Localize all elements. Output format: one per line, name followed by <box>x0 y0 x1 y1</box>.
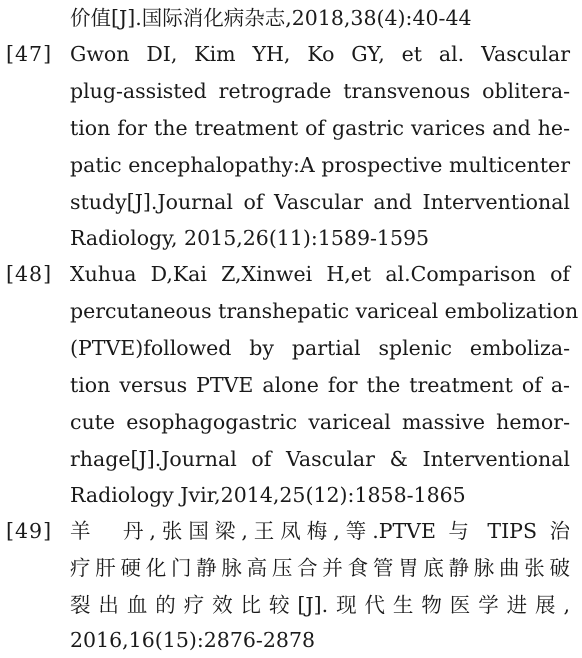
reference-number: [47] <box>6 42 53 66</box>
reference-line: patic encephalopathy:A prospective multicenter <box>70 153 570 177</box>
reference-line: percutaneous transhepatic variceal embolization <box>70 299 579 323</box>
reference-line: study[J].Journal of Vascular and Interventional <box>70 190 570 214</box>
reference-line: tion versus PTVE alone for the treatment of a- <box>70 373 570 397</box>
reference-line: rhage[J].Journal of Vascular & Interventional <box>70 447 570 471</box>
reference-line: 2016,16(15):2876-2878 <box>70 628 316 652</box>
reference-number: [49] <box>6 519 53 543</box>
reference-line: Xuhua D,Kai Z,Xinwei H,et al.Comparison of <box>70 262 570 286</box>
reference-line: 疗肝硬化门静脉高压合并食管胃底静脉曲张破 <box>70 556 570 580</box>
reference-line: cute esophagogastric variceal massive hemor- <box>70 410 570 434</box>
reference-line: 裂出血的疗效比较[J].现代生物医学进展, <box>70 593 570 617</box>
reference-line: Radiology Jvir,2014,25(12):1858-1865 <box>70 483 466 507</box>
reference-line: Gwon DI, Kim YH, Ko GY, et al. Vascular <box>70 42 570 66</box>
reference-line: Radiology, 2015,26(11):1589-1595 <box>70 226 430 250</box>
reference-line: (PTVE)followed by partial splenic emboliza- <box>70 336 570 360</box>
reference-line: tion for the treatment of gastric varices and he- <box>70 116 570 140</box>
reference-line: plug-assisted retrograde transvenous oblitera- <box>70 79 570 103</box>
reference-continuation-line: 价值[J].国际消化病杂志,2018,38(4):40-44 <box>70 6 472 30</box>
reference-line: 羊 丹,张国梁,王凤梅,等.PTVE 与 TIPS 治 <box>70 519 570 543</box>
reference-number: [48] <box>6 262 53 286</box>
